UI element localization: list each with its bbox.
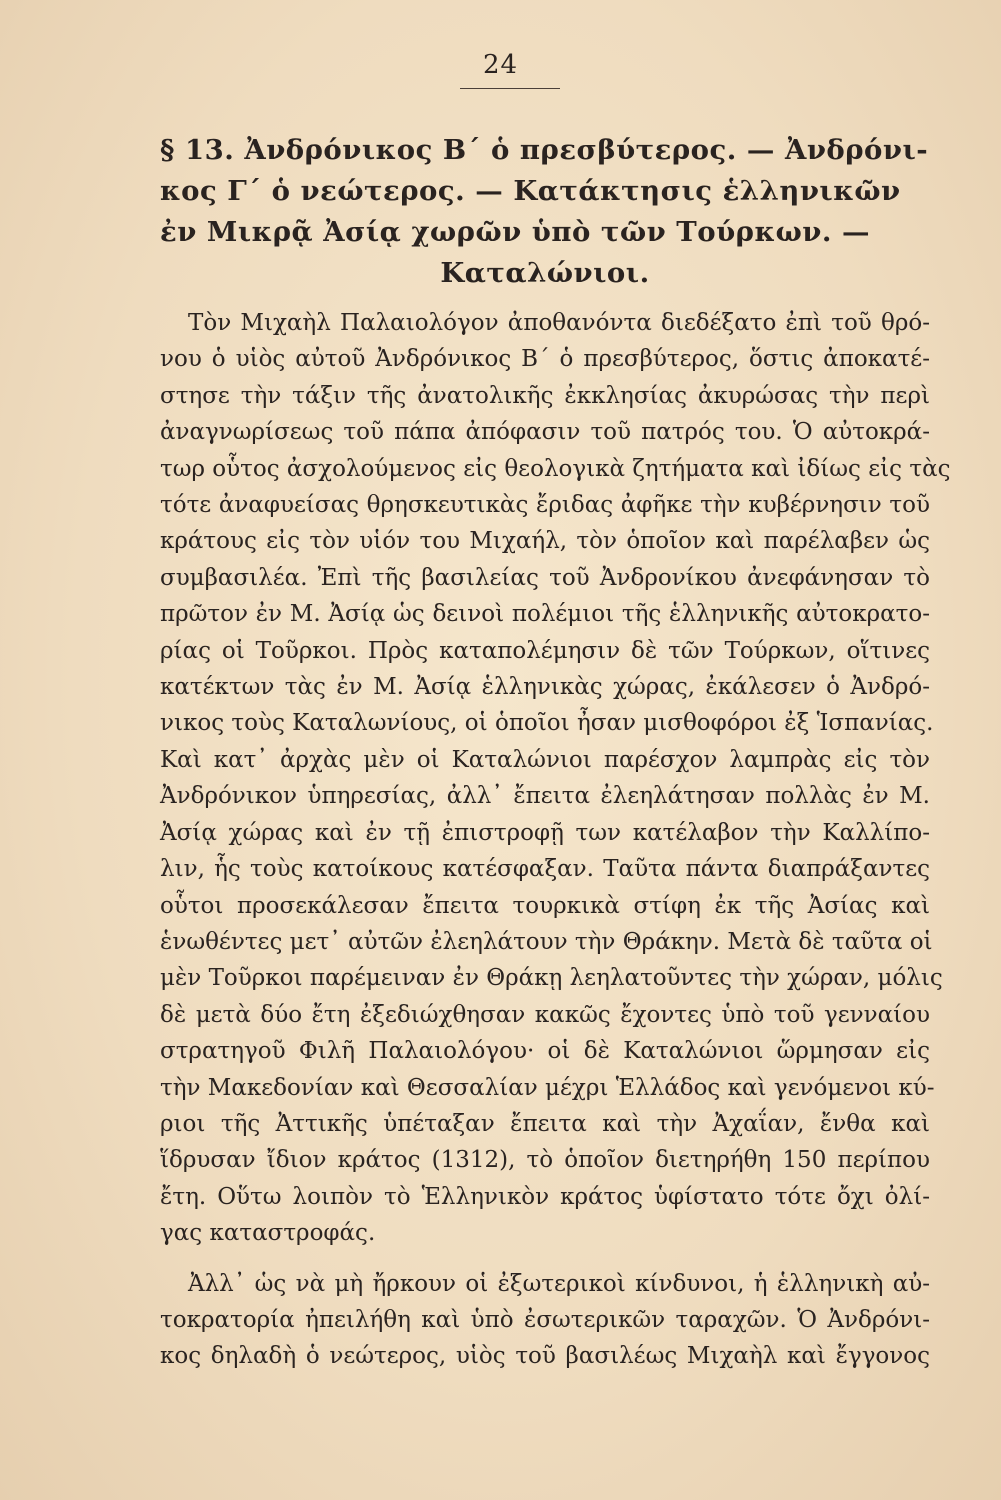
heading-line: κος Γ΄ ὁ νεώτερος. — Κατάκτησις ἑλληνικῶν (160, 175, 901, 207)
text-line: Ἀλλ᾽ ὡς νὰ μὴ ἤρκουν οἱ ἐξωτερικοὶ κίνδυνοι, ἡ ἑλληνικὴ αὐ- (188, 1270, 930, 1297)
page-number: 24 (482, 50, 519, 80)
text-line: γας καταστροφάς. (160, 1220, 376, 1247)
body-text (160, 305, 951, 1375)
text-line: ἑνωθέντες μετ᾽ αὐτῶν ἐλεηλάτουν τὴν Θράκην. Μετὰ δὲ ταῦτα οἱ (160, 928, 933, 955)
heading-line: Καταλώνιοι. (440, 257, 650, 289)
text-line: νικος τοὺς Καταλωνίους, οἱ ὁποῖοι ἦσαν μισθοφόροι ἐξ Ἱσπανίας. (160, 710, 934, 737)
paragraph-2 (160, 1266, 930, 1375)
text-line: στρατηγοῦ Φιλῆ Παλαιολόγου· οἱ δὲ Καταλώνιοι ὥρμησαν εἰς (160, 1038, 930, 1065)
heading-line: ἐν Μικρᾷ Ἀσίᾳ χωρῶν ὑπὸ τῶν Τούρκων. — (160, 216, 870, 248)
paragraph-gap (160, 1252, 930, 1266)
text-line: ρίας οἱ Τοῦρκοι. Πρὸς καταπολέμησιν δὲ τῶν Τούρκων, οἵτινες (160, 637, 930, 664)
text-line: πρῶτον ἐν Μ. Ἀσίᾳ ὡς δεινοὶ πολέμιοι τῆς ἑλληνικῆς αὐτοκρατο- (160, 601, 930, 628)
text-line: δὲ μετὰ δύο ἔτη ἐξεδιώχθησαν κακῶς ἔχοντες ὑπὸ τοῦ γενναίου (160, 1001, 930, 1028)
text-line: Τὸν Μιχαὴλ Παλαιολόγον ἀποθανόντα διεδέξατο ἐπὶ τοῦ θρό- (188, 310, 930, 336)
text-line: κατέκτων τὰς ἐν Μ. Ἀσίᾳ ἑλληνικὰς χώρας, ἐκάλεσεν ὁ Ἀνδρό- (160, 674, 930, 701)
text-line: Ἀνδρόνικον ὑπηρεσίας, ἀλλ᾽ ἔπειτα ἐλεηλάτησαν πολλὰς ἐν Μ. (160, 783, 930, 810)
text-line: ριοι τῆς Ἀττικῆς ὑπέταξαν ἔπειτα καὶ τὴν Ἀχαΐαν, ἔνθα καὶ (160, 1110, 930, 1137)
text-line: τοκρατορία ἠπειλήθη καὶ ὑπὸ ἐσωτερικῶν ταραχῶν. Ὁ Ἀνδρόνι- (160, 1306, 930, 1333)
text-line: Καὶ κατ᾽ ἀρχὰς μὲν οἱ Καταλώνιοι παρέσχον λαμπρὰς εἰς τὸν (160, 746, 930, 773)
section-heading (160, 130, 930, 294)
text-line: τότε ἀναφυείσας θρησκευτικὰς ἔριδας ἀφῆκε τὴν κυβέρνησιν τοῦ (160, 492, 930, 519)
text-line: ἀναγνωρίσεως τοῦ πάπα ἀπόφασιν τοῦ πατρός του. Ὁ αὐτοκρά- (160, 419, 930, 446)
text-line: στησε τὴν τάξιν τῆς ἀνατολικῆς ἐκκλησίας ἀκυρώσας τὴν περὶ (160, 382, 930, 409)
text-line: λιν, ἧς τοὺς κατοίκους κατέσφαξαν. Ταῦτα πάντα διαπράξαντες (160, 856, 930, 883)
text-line: μὲν Τοῦρκοι παρέμειναν ἐν Θράκῃ λεηλατοῦντες τὴν χώραν, μόλις (160, 965, 943, 992)
heading-line: § 13. Ἀνδρόνικος Β΄ ὁ πρεσβύτερος. — Ἀνδρόνι- (160, 134, 929, 166)
text-line: Ἀσίᾳ χώρας καὶ ἐν τῇ ἐπιστροφῇ των κατέλαβον τὴν Καλλίπο- (160, 819, 930, 846)
text-line: οὗτοι προσεκάλεσαν ἔπειτα τουρκικὰ στίφη ἐκ τῆς Ἀσίας καὶ (160, 892, 930, 919)
text-line: νου ὁ υἱὸς αὐτοῦ Ἀνδρόνικος Β΄ ὁ πρεσβύτερος, ὅστις ἀποκατέ- (160, 346, 930, 373)
paragraph-1 (160, 305, 951, 1252)
text-line: ἵδρυσαν ἴδιον κράτος (1312), τὸ ὁποῖον διετηρήθη 150 περίπου (160, 1147, 930, 1174)
text-line: συμβασιλέα. Ἐπὶ τῆς βασιλείας τοῦ Ἀνδρονίκου ἀνεφάνησαν τὸ (160, 564, 930, 591)
text-line: ἔτη. Οὕτω λοιπὸν τὸ Ἑλληνικὸν κράτος ὑφίστατο τότε ὄχι ὀλί- (160, 1183, 930, 1210)
text-line: κράτους εἰς τὸν υἱόν του Μιχαήλ, τὸν ὁποῖον καὶ παρέλαβεν ὡς (160, 528, 930, 555)
text-line: τωρ οὗτος ἀσχολούμενος εἰς θεολογικὰ ζητήματα καὶ ἰδίως εἰς τὰς (160, 455, 951, 482)
text-line: κος δηλαδὴ ὁ νεώτερος, υἱὸς τοῦ βασιλέως Μιχαὴλ καὶ ἔγγονος (160, 1343, 930, 1370)
page-number-rule (460, 88, 560, 89)
text-line: τὴν Μακεδονίαν καὶ Θεσσαλίαν μέχρι Ἑλλάδος καὶ γενόμενοι κύ- (160, 1074, 935, 1101)
